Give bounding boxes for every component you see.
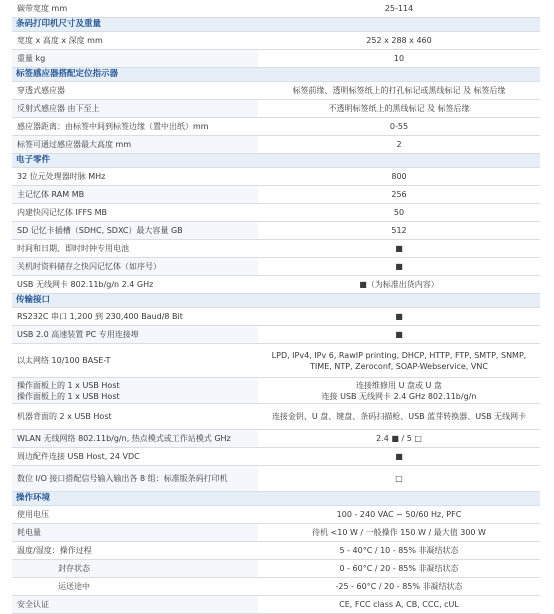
spec-row — [12, 240, 540, 258]
spec-value: 50 — [258, 204, 540, 222]
section-header — [12, 18, 540, 32]
spec-value: LPD, IPv4, IPv 6, RawIP printing, DHCP, HTTP, FTP, SMTP, SNMP, TIME, NTP, Zeroconf, SOAP-Webservice, VNC — [258, 344, 540, 378]
section-title: 条码打印机尺寸及重量 — [12, 18, 540, 32]
spec-value: 0-55 — [258, 118, 540, 136]
spec-key: 使用电压 — [12, 506, 258, 524]
spec-value: 252 x 288 x 460 — [258, 32, 540, 50]
spec-key: 安全认证 — [12, 596, 258, 614]
spec-value: ■ — [258, 448, 540, 466]
section-header — [12, 68, 540, 82]
spec-key: 封存状态 — [12, 560, 258, 578]
spec-value: -25 - 60°C / 20 - 85% 非凝结状态 — [258, 578, 540, 596]
spec-value: 待机 <10 W / 一般操作 150 W / 最大值 300 W — [258, 524, 540, 542]
spec-table-body — [12, 0, 540, 614]
spec-row — [12, 118, 540, 136]
spec-row — [12, 448, 540, 466]
spec-value: ■ — [258, 326, 540, 344]
spec-row — [12, 430, 540, 448]
spec-row — [12, 136, 540, 154]
spec-value: 连接维修用 U 盘或 U 盘 连接 USB 无线网卡 2.4 GHz 802.11b/g/n — [258, 378, 540, 404]
spec-key: 操作面板上的 1 x USB Host 操作面板上的 1 x USB Host — [12, 378, 258, 404]
spec-key: 以太网络 10/100 BASE-T — [12, 344, 258, 378]
spec-table — [12, 0, 540, 614]
spec-key: 感应器距离：由标签中间到标签边缘（置中出纸）mm — [12, 118, 258, 136]
spec-key: 穿透式感应器 — [12, 82, 258, 100]
spec-key: SD 记忆卡插槽（SDHC, SDXC）最大容量 GB — [12, 222, 258, 240]
spec-key: WLAN 无线网络 802.11b/g/n, 热点模式或工作站模式 GHz — [12, 430, 258, 448]
spec-key: 运送途中 — [12, 578, 258, 596]
spec-value: ■ — [258, 258, 540, 276]
spec-key: 碳带宽度 mm — [12, 0, 258, 18]
spec-key: USB 无线网卡 802.11b/g/n 2.4 GHz — [12, 276, 258, 294]
spec-value: 5 - 40°C / 10 - 85% 非凝结状态 — [258, 542, 540, 560]
spec-value: ■ — [258, 308, 540, 326]
spec-row — [12, 222, 540, 240]
spec-key: 反射式感应器 由下至上 — [12, 100, 258, 118]
spec-value: 512 — [258, 222, 540, 240]
spec-key: 宽度 x 高度 x 深度 mm — [12, 32, 258, 50]
spec-row — [12, 0, 540, 18]
spec-row — [12, 308, 540, 326]
spec-value: ■（为标准出货内容） — [258, 276, 540, 294]
spec-value: 2 — [258, 136, 540, 154]
spec-value: 100 - 240 VAC ~ 50/60 Hz, PFC — [258, 506, 540, 524]
section-header — [12, 492, 540, 506]
spec-key: 温度/湿度：操作过程 — [12, 542, 258, 560]
spec-row — [12, 32, 540, 50]
spec-row — [12, 258, 540, 276]
spec-row — [12, 404, 540, 430]
spec-key: 关机时资料储存之快闪记忆体（如序号） — [12, 258, 258, 276]
spec-value: □ — [258, 466, 540, 492]
spec-row — [12, 560, 540, 578]
spec-key: 耗电量 — [12, 524, 258, 542]
spec-value: 连接金钥、U 盘、键盘、条码扫描枪、USB 蓝芽转换器、USB 无线网卡 — [258, 404, 540, 430]
spec-row — [12, 186, 540, 204]
spec-value: 标签前缘、透明标签纸上的打孔标记或黑线标记 及 标签后缘 — [258, 82, 540, 100]
section-title: 操作环境 — [12, 492, 540, 506]
spec-key: 32 位元处理器时脉 MHz — [12, 168, 258, 186]
spec-row — [12, 344, 540, 378]
spec-value: 0 - 60°C / 20 - 85% 非凝结状态 — [258, 560, 540, 578]
spec-value: ■ — [258, 240, 540, 258]
section-title: 标签感应器搭配定位指示器 — [12, 68, 540, 82]
spec-row — [12, 50, 540, 68]
spec-key: RS232C 串口 1,200 到 230,400 Baud/8 Bit — [12, 308, 258, 326]
spec-row — [12, 276, 540, 294]
spec-key: 机器背面的 2 x USB Host — [12, 404, 258, 430]
spec-key: USB 2.0 高速装置 PC 专用连接埠 — [12, 326, 258, 344]
spec-value: 2.4 ■ / 5 □ — [258, 430, 540, 448]
spec-key: 数位 I/O 接口搭配信号输入输出各 8 组：标准版条码打印机 — [12, 466, 258, 492]
spec-row — [12, 378, 540, 404]
spec-key: 重量 kg — [12, 50, 258, 68]
spec-value: 10 — [258, 50, 540, 68]
spec-row — [12, 596, 540, 614]
section-title: 传输接口 — [12, 294, 540, 308]
spec-row — [12, 326, 540, 344]
section-header — [12, 154, 540, 168]
spec-value: 256 — [258, 186, 540, 204]
spec-row — [12, 578, 540, 596]
section-title: 电子零件 — [12, 154, 540, 168]
section-header — [12, 294, 540, 308]
spec-row — [12, 100, 540, 118]
spec-value: 不透明标签纸上的黑线标记 及 标签后缘 — [258, 100, 540, 118]
spec-key: 标签可通过感应器最大高度 mm — [12, 136, 258, 154]
spec-row — [12, 204, 540, 222]
spec-row — [12, 524, 540, 542]
spec-row — [12, 168, 540, 186]
spec-row — [12, 466, 540, 492]
spec-row — [12, 82, 540, 100]
spec-value: CE, FCC class A, CB, CCC, cUL — [258, 596, 540, 614]
spec-key: 时间和日期、即时时钟专用电池 — [12, 240, 258, 258]
spec-key: 周边配件连接 USB Host, 24 VDC — [12, 448, 258, 466]
spec-key: 主记忆体 RAM MB — [12, 186, 258, 204]
spec-key: 内建快闪记忆体 IFFS MB — [12, 204, 258, 222]
spec-value: 800 — [258, 168, 540, 186]
spec-row — [12, 542, 540, 560]
spec-value: 25-114 — [258, 0, 540, 18]
spec-row — [12, 506, 540, 524]
